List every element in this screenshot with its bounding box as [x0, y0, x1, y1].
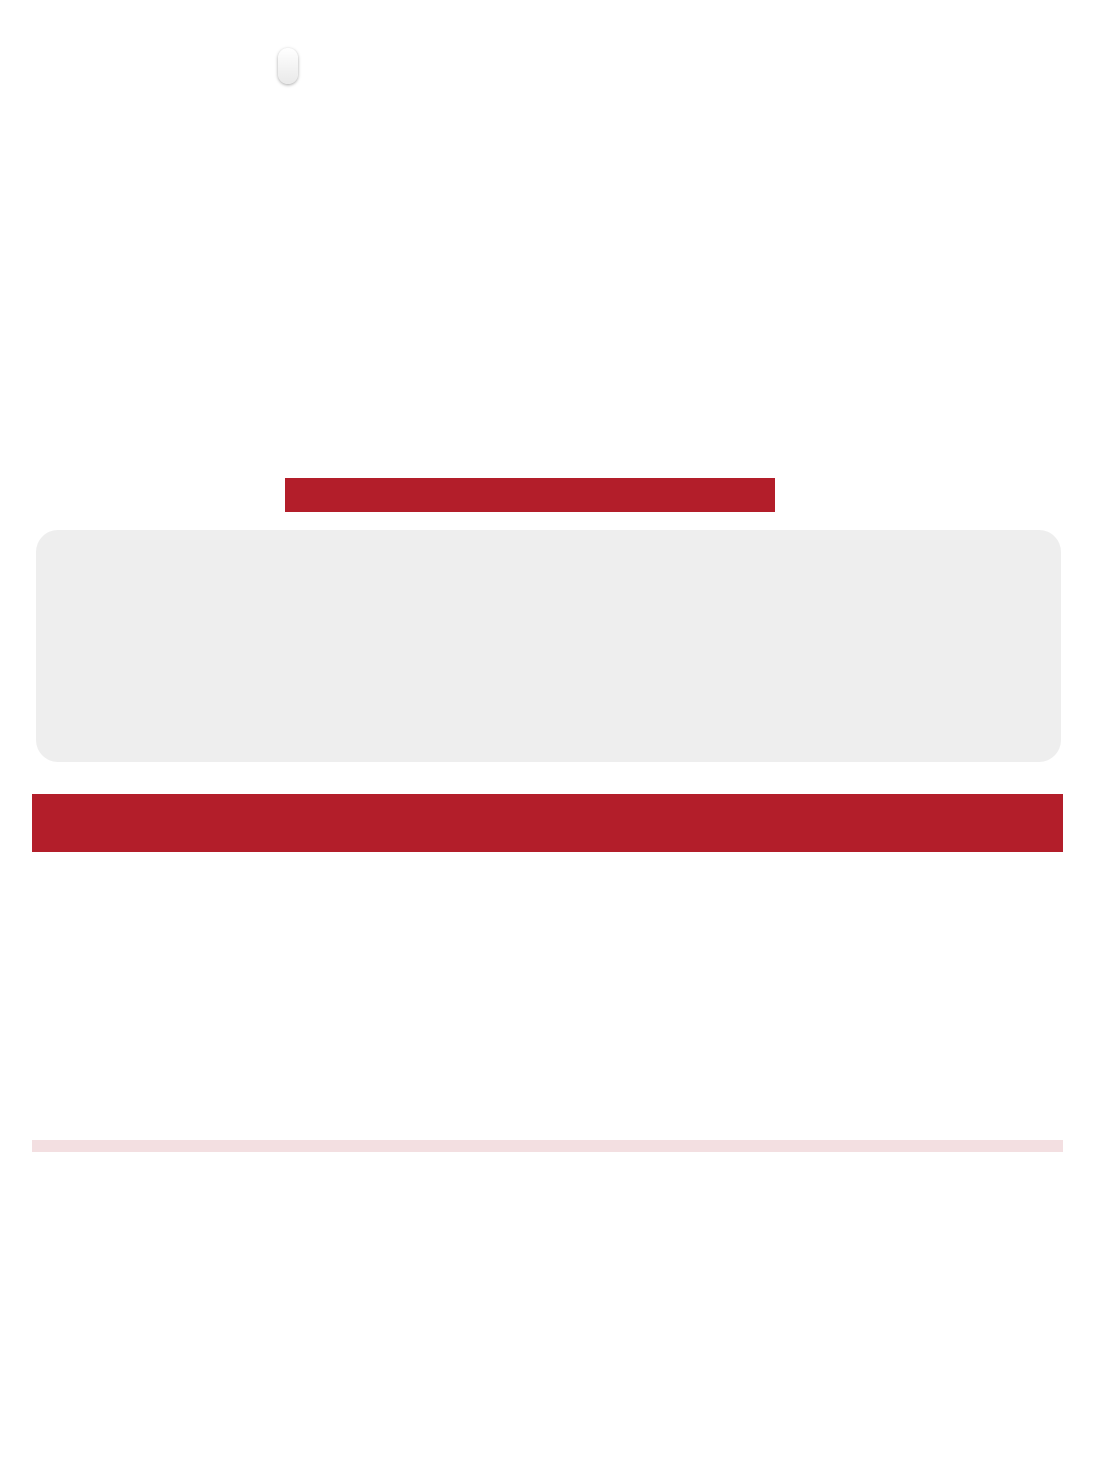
- dimensional-panel: [36, 530, 1061, 762]
- header-title-cn: [278, 48, 298, 84]
- page-header: [278, 44, 798, 88]
- table-separator: [32, 1140, 1063, 1152]
- dimensional-banner: [285, 478, 775, 512]
- parameter-table-title: [32, 794, 1063, 852]
